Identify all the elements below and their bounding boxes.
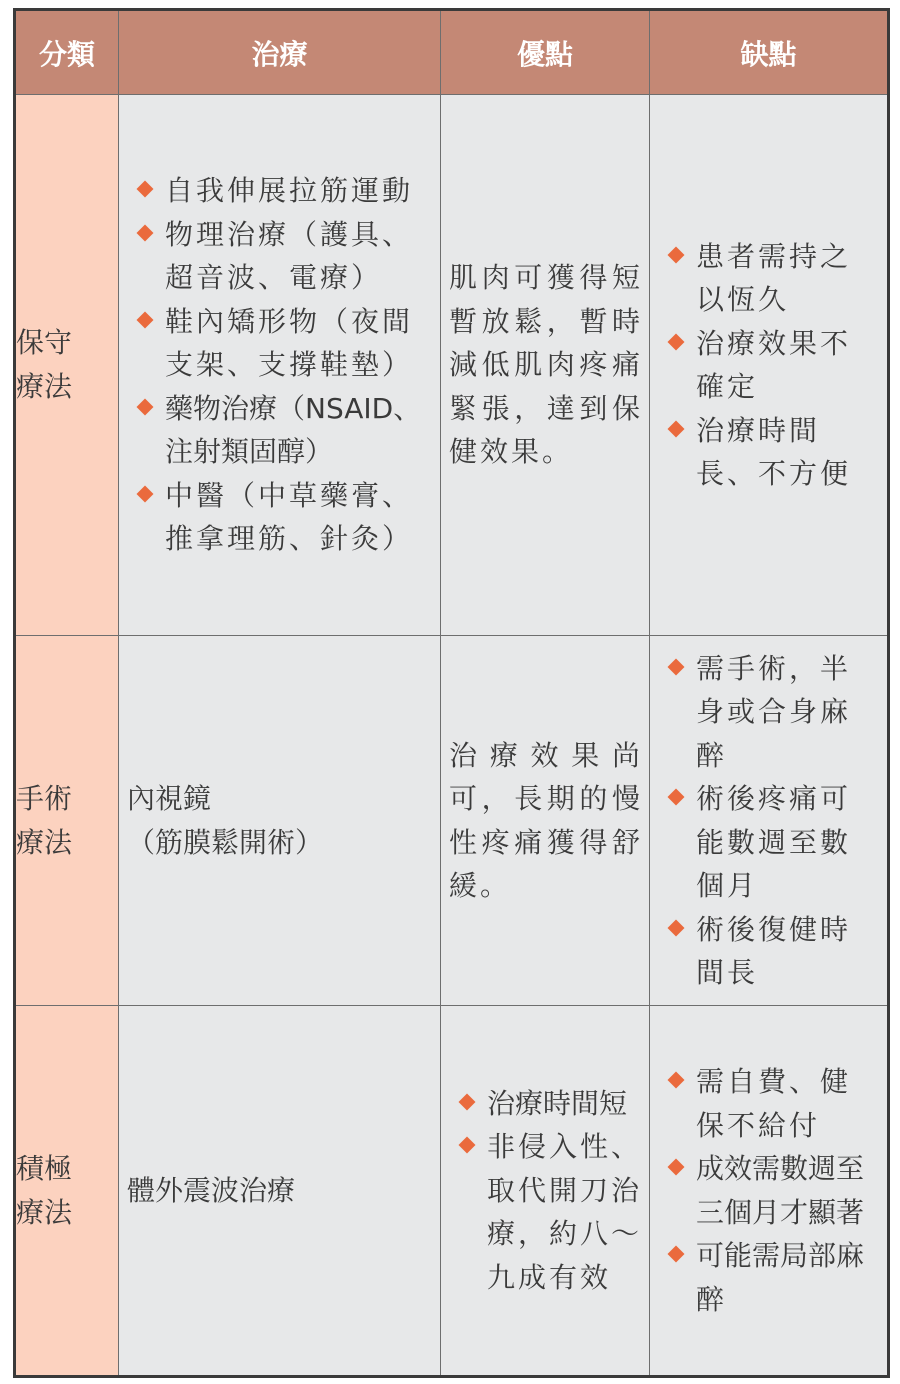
table-row: [15, 1006, 889, 1377]
disadvantages-list: [658, 235, 881, 496]
list-item: 術後復健時間長: [658, 908, 881, 995]
disadvantages-list: [658, 1060, 881, 1321]
advantages-cell: [441, 1006, 650, 1377]
treatment-cell: [119, 95, 441, 636]
treatment-cell: [119, 636, 441, 1006]
category-line: 療法: [16, 370, 73, 403]
table-row: [15, 95, 889, 636]
treatment-cell: [119, 1006, 441, 1377]
category-line: 療法: [16, 825, 73, 859]
comparison-table: [13, 8, 890, 1378]
list-item: 鞋內矯形物（夜間支架、支撐鞋墊）: [127, 300, 434, 387]
list-item: 患者需持之以恆久: [658, 235, 881, 322]
header-advantages: 優點: [441, 10, 650, 95]
disadvantages-cell: [650, 95, 889, 636]
list-item: 中醫（中草藥膏、推拿理筋、針灸）: [127, 474, 434, 561]
list-item: 需手術，半身或合身麻醉: [658, 647, 881, 778]
category-line: 手術: [16, 781, 73, 815]
advantages-text: 治療效果尚可，長期的慢性疼痛獲得舒緩。: [449, 738, 643, 902]
list-item: 藥物治療（NSAID、注射類固醇）: [127, 387, 434, 474]
treatment-line: 內視鏡: [127, 782, 212, 815]
advantages-cell: [441, 95, 650, 636]
advantages-list: [449, 1082, 643, 1300]
header-disadvantages: 缺點: [650, 10, 889, 95]
list-item: 成效需數週至三個月才顯著: [658, 1147, 881, 1234]
header-row: [15, 10, 889, 95]
header-treatment: 治療: [119, 10, 441, 95]
category-cell: [15, 95, 119, 636]
treatment-line: （筋膜鬆開術）: [127, 825, 324, 859]
category-line: 積極: [16, 1151, 73, 1185]
advantages-text: 肌肉可獲得短暫放鬆，暫時減低肌肉疼痛緊張，達到保健效果。: [449, 261, 643, 469]
category-cell: [15, 1006, 119, 1377]
treatment-text: 體外震波治療: [127, 1173, 296, 1207]
disadvantages-cell: [650, 636, 889, 1006]
list-item: 自我伸展拉筋運動: [127, 169, 434, 213]
list-item: 可能需局部麻醉: [658, 1234, 881, 1321]
category-cell: [15, 636, 119, 1006]
category-line: 療法: [16, 1195, 73, 1229]
list-item: 需自費、健保不給付: [658, 1060, 881, 1147]
advantages-cell: [441, 636, 650, 1006]
list-item: 治療時間短: [449, 1082, 643, 1126]
list-item: 治療效果不確定: [658, 322, 881, 409]
disadvantages-list: [658, 647, 881, 995]
category-line: 保守: [16, 326, 73, 359]
list-item: 術後疼痛可能數週至數個月: [658, 777, 881, 908]
list-item: 物理治療（護具、超音波、電療）: [127, 213, 434, 300]
treatment-list: [127, 169, 434, 561]
list-item: 治療時間長、不方便: [658, 409, 881, 496]
header-category: 分類: [15, 10, 119, 95]
list-item: 非侵入性、取代開刀治療，約八～九成有效: [449, 1125, 643, 1299]
table-row: [15, 636, 889, 1006]
disadvantages-cell: [650, 1006, 889, 1377]
